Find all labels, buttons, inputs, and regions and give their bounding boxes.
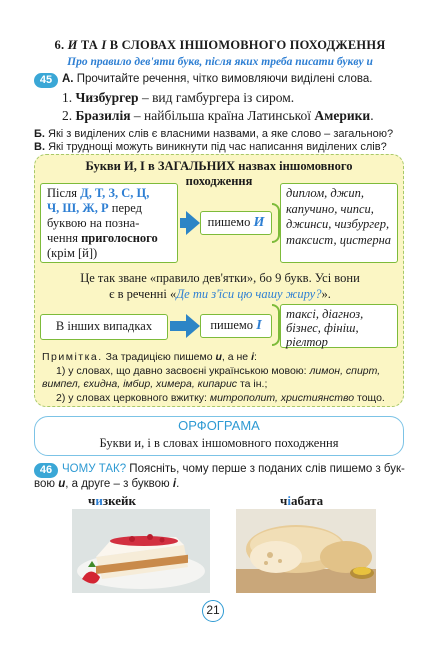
exercise-46-text: ЧОМУ ТАК? Поясніть, чому перше з поданих слів пишемо з бук- <box>62 463 405 475</box>
title-and: ТА <box>80 38 99 52</box>
why-so-prompt: ЧОМУ ТАК? <box>62 463 127 475</box>
condition-box: Після Д, Т, З, С, Ц, Ч, Ш, Ж, Р перед буквою на позна- чення приголосного (крім [й]) <box>40 183 178 263</box>
task-b: Б. Які з виділених слів є власними назвами, а яке слово – загальною? <box>34 128 394 140</box>
write-i-box: пишемо І <box>200 314 272 338</box>
sentence-1: 1. Чизбургер – вид гамбургера із сиром. <box>62 90 295 105</box>
exercise-45-badge: 45 <box>34 73 58 88</box>
task-a-letter: А. <box>62 73 74 85</box>
section-subtitle: Про правило дев'яти букв, після яких треба писати букву и <box>67 56 373 68</box>
task-a-text: Прочитайте речення, чітко вимовляючи виділені слова. <box>76 73 373 85</box>
letter-i: І <box>256 318 262 333</box>
examples-i-box: таксі, діагноз, бізнес, фініш, ріелтор <box>280 304 398 348</box>
letter-y: И <box>253 215 265 230</box>
title-rest: В СЛОВАХ ІНШОМОВНОГО ПОХОДЖЕННЯ <box>109 38 386 52</box>
word-brazil: Бразилія <box>75 108 131 123</box>
page-number: 21 <box>206 603 220 617</box>
word-cheesecake: чизкейк <box>88 493 136 508</box>
letters-group-b: Ч, Ш, Ж, Р <box>47 201 109 215</box>
letters-group-a: Д, Т, З, С, Ц, <box>80 186 150 200</box>
section-title <box>0 38 440 53</box>
word-cheeseburger: Чизбургер <box>75 90 139 105</box>
word-ciabatta: чіабата <box>280 493 324 508</box>
other-cases-box: В інших випадках <box>40 314 168 340</box>
note-block: Примітка. За традицією пишемо и, а не і: 1) у словах, що давно засвоєні українською мовою: лимон, спирт, вимпел, єхидна, імбир, химера, кипарис та ін.; 2) у словах церковного вжитку: митрополит, християнство тощо. <box>42 351 385 404</box>
exercise-46-text-2: вою и, а друге – з буквою і. <box>34 478 180 490</box>
cheesecake-image <box>72 509 210 593</box>
write-y-box: пишемо И <box>200 211 272 235</box>
arrow-head-icon-2 <box>186 314 200 338</box>
mnemonic-sentence: Де ти з'їси цю чашу жиру? <box>176 287 322 301</box>
section-number: 6. <box>54 38 65 52</box>
brace-icon-2 <box>272 304 280 346</box>
arrow-head-icon <box>186 211 200 235</box>
ciabatta-image <box>236 509 376 593</box>
title-letter-y: И <box>67 38 78 52</box>
examples-y-box: диплом, джип, капучино, чипси, джинси, чизбургер, таксист, цистерна <box>280 183 398 263</box>
orfograma-title: ОРФОГРАМА <box>178 418 260 433</box>
exercise-45-instruction <box>62 73 372 85</box>
title-letter-i: І <box>101 38 107 52</box>
rule-title: Букви И, І в ЗАГАЛЬНИХ назвах іншомовного походження <box>85 159 353 188</box>
sentence-2: 2. Бразилія – найбільша країна Латинської Америки. <box>62 108 374 123</box>
exercise-46-badge: 46 <box>34 463 58 478</box>
task-v: В. Які труднощі можуть виникнути під час написання виділених слів? <box>34 141 387 153</box>
word-america: Америки <box>314 108 371 123</box>
note-title: Примітка. <box>42 351 103 363</box>
nine-letters-text: Це так зване «правило дев'ятки», бо 9 букв. Усі вони є в реченні «Де ти з'їси цю чашу жиру?». <box>80 271 360 301</box>
brace-icon <box>272 203 280 243</box>
orfograma-text: Букви и, і в словах іншомовного походження <box>99 436 339 450</box>
